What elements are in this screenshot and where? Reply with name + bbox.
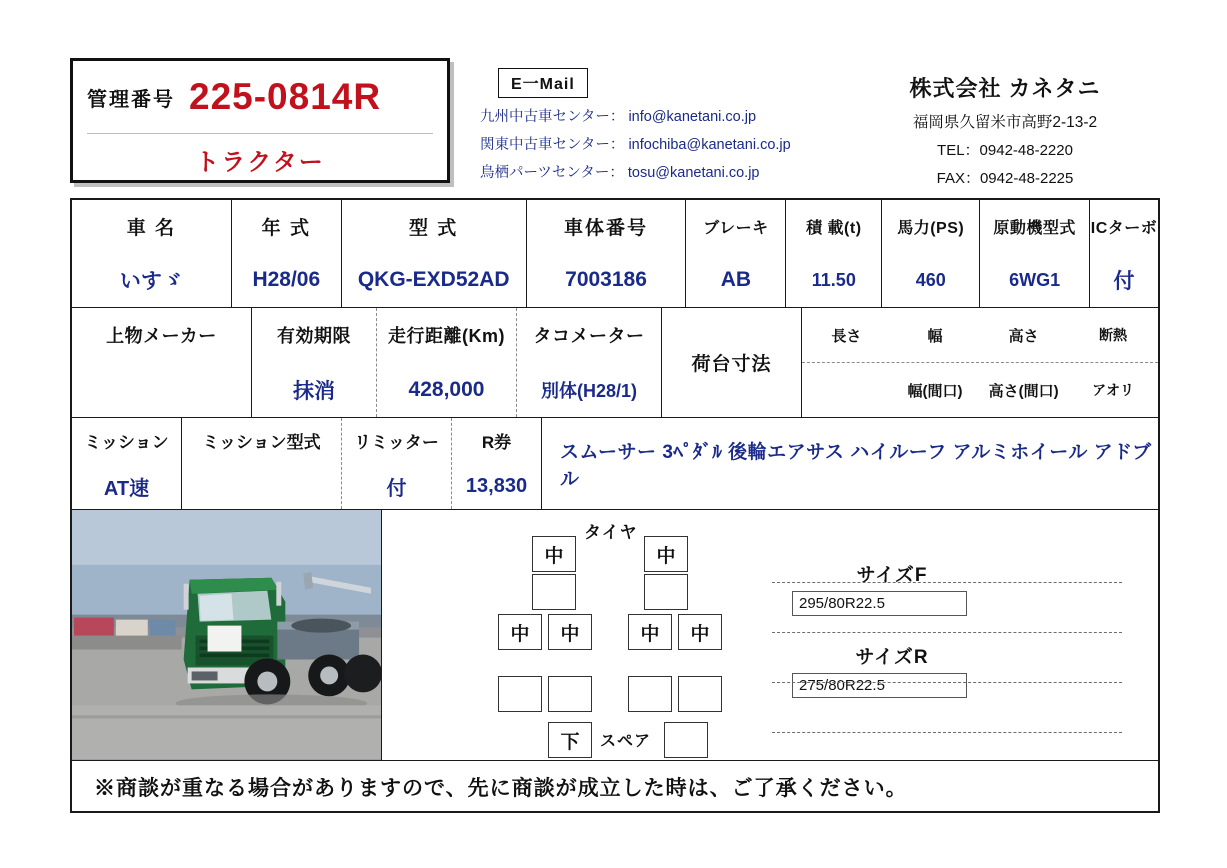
value-mission: AT速: [103, 477, 150, 500]
tire-rear-2[interactable]: 中: [548, 614, 592, 650]
note-line-2: [772, 632, 1122, 633]
photo-tire-row: [72, 510, 1158, 761]
email-label-tosu: 鳥栖パーツセンター：: [480, 165, 624, 181]
mission-row: [72, 418, 1158, 510]
size-f-input[interactable]: 295/80R22.5: [792, 591, 967, 616]
value-mission-model: [182, 464, 341, 510]
value-model: QKG-EXD52AD: [357, 268, 510, 292]
vehicle-type-value: トラクター: [195, 148, 325, 176]
value-engine-model: 6WG1: [1009, 269, 1061, 290]
cell-vehicle-name: [72, 200, 232, 307]
vehicle-photo-image: [72, 510, 381, 759]
tire-size-area: [792, 560, 992, 698]
dim-height-opening-label: 高さ(間口): [988, 382, 1059, 400]
cell-horsepower: [882, 200, 980, 307]
tire-rear-4[interactable]: 中: [678, 614, 722, 650]
dim-length-label: 長さ: [831, 327, 862, 345]
cell-limiter: [342, 418, 452, 509]
cell-body-maker: [72, 308, 252, 417]
vehicle-photo: [72, 510, 382, 760]
management-number-box: [70, 58, 450, 183]
tire-spare-mark[interactable]: 下: [548, 722, 592, 758]
value-year: H28/06: [252, 268, 321, 292]
cell-load: [786, 200, 882, 307]
dim-width-opening-label: 幅(間口): [907, 382, 963, 400]
header-tachometer: タコメーター: [533, 326, 645, 347]
spec-table: [70, 198, 1160, 813]
header-mission-model: ミッション型式: [202, 433, 321, 453]
header-horsepower: 馬力(PS): [897, 220, 965, 238]
cell-r-ticket: [452, 418, 542, 509]
tire-front-right-2[interactable]: [644, 574, 688, 610]
company-block: [840, 72, 1170, 188]
spare-label: スペア: [600, 733, 652, 750]
tire-rear-8[interactable]: [678, 676, 722, 712]
tire-front-left[interactable]: 中: [532, 536, 576, 572]
cell-expiry: [252, 308, 377, 417]
header-mileage: 走行距離(Km): [388, 326, 505, 347]
note-line-3: [772, 682, 1122, 683]
email-row-kanto: [480, 133, 850, 154]
company-address: 福岡県久留米市高野2-13-2: [912, 114, 1098, 131]
cell-mission: [72, 418, 182, 509]
value-expiry: 抹消: [293, 379, 335, 403]
equipment-list: スムーサー 3ﾍﾟﾀﾞﾙ 後輪エアサス ハイルーフ アルミホイール アドブル: [560, 441, 1152, 490]
email-label-kyushu: 九州中古車センター：: [480, 109, 625, 125]
tire-rear-3[interactable]: 中: [628, 614, 672, 650]
loadbed-dims: [802, 308, 1158, 417]
value-r-ticket: 13,830: [465, 474, 528, 497]
dim-insulation-label: 断熱: [1099, 327, 1128, 343]
cell-tachometer: [517, 308, 662, 417]
footer-note-row: [72, 761, 1158, 813]
loadbed-dims-row-top: [802, 308, 1158, 363]
header-brake: ブレーキ: [703, 220, 769, 238]
value-vehicle-name: いすゞ: [119, 270, 183, 294]
header-engine-model: 原動機型式: [993, 220, 1076, 238]
email-address-kyushu: info@kanetani.co.jp: [628, 109, 757, 125]
dim-width-label: 幅: [927, 327, 943, 345]
value-brake: AB: [720, 268, 752, 292]
note-line-4: [772, 732, 1122, 733]
tire-rear-1[interactable]: 中: [498, 614, 542, 650]
loadbed-dims-row-bottom: [802, 363, 1158, 417]
value-ic-turbo: 付: [1113, 270, 1135, 294]
dim-aori-label: アオリ: [1092, 382, 1134, 398]
tire-rear-6[interactable]: [548, 676, 592, 712]
tire-rear-5[interactable]: [498, 676, 542, 712]
tire-front-right[interactable]: 中: [644, 536, 688, 572]
dim-height-label: 高さ: [1008, 327, 1039, 345]
cell-loadbed-label: [662, 308, 802, 417]
header-model: 型 式: [409, 218, 459, 240]
vehicle-type-row: [73, 134, 447, 184]
size-r-label: サイズR: [855, 647, 929, 668]
cell-ic-turbo: [1090, 200, 1158, 307]
company-tel: TEL：0942-48-2220: [937, 142, 1073, 159]
value-load: 11.50: [811, 269, 856, 290]
value-limiter: 付: [386, 477, 407, 500]
body-row: [72, 308, 1158, 418]
document-header: [70, 58, 1160, 188]
tire-title: タイヤ: [584, 523, 638, 542]
cell-model: [342, 200, 527, 307]
cell-engine-model: [980, 200, 1090, 307]
header-vehicle-name: 車 名: [126, 218, 177, 240]
header-year: 年 式: [261, 218, 311, 240]
header-limiter: リミッター: [354, 433, 439, 453]
spec-row: [72, 200, 1158, 308]
cell-equipment: [542, 418, 1158, 509]
cell-mileage: [377, 308, 517, 417]
header-chassis-number: 車体番号: [564, 218, 649, 240]
management-number-value: 225-0814R: [189, 76, 382, 117]
email-row-kyushu: [480, 105, 850, 126]
tire-diagram-cell: [382, 510, 1158, 760]
email-label-kanto: 関東中古車センター：: [480, 137, 625, 153]
value-mileage: 428,000: [408, 377, 485, 401]
email-block: [480, 68, 850, 182]
cell-chassis-number: [527, 200, 687, 307]
tire-front-left-2[interactable]: [532, 574, 576, 610]
tire-diagram: [492, 518, 752, 758]
note-line-1: [772, 582, 1122, 583]
tire-rear-7[interactable]: [628, 676, 672, 712]
email-address-tosu: tosu@kanetani.co.jp: [627, 165, 760, 181]
header-body-maker: 上物メーカー: [106, 326, 217, 347]
management-number-row: [73, 61, 447, 133]
company-name: 株式会社 カネタニ: [909, 76, 1101, 101]
header-ic-turbo: ICターボ: [1090, 220, 1158, 238]
cell-year: [232, 200, 342, 307]
cell-brake: [686, 200, 786, 307]
management-number-label: 管理番号: [87, 88, 175, 111]
cell-loadbed-dims: [802, 308, 1158, 417]
value-body-maker: [72, 363, 251, 418]
email-row-tosu: [480, 161, 850, 182]
value-horsepower: 460: [915, 269, 946, 290]
tire-spare-value[interactable]: [664, 722, 708, 758]
header-load: 積 載(t): [806, 220, 862, 238]
value-tachometer: 別体(H28/1): [540, 380, 638, 401]
header-r-ticket: R券: [481, 433, 512, 453]
value-chassis-number: 7003186: [565, 268, 647, 292]
header-mission: ミッション: [84, 433, 169, 453]
email-title: E一Mail: [498, 68, 588, 98]
header-expiry: 有効期限: [277, 326, 351, 347]
size-f-label: サイズF: [856, 565, 928, 586]
footer-note: ※商談が重なる場合がありますので、先に商談が成立した時は、ご了承ください。: [94, 777, 908, 800]
company-fax: FAX：0942-48-2225: [936, 170, 1074, 187]
cell-mission-model: [182, 418, 342, 509]
email-address-kanto: infochiba@kanetani.co.jp: [628, 137, 791, 153]
loadbed-label: 荷台寸法: [691, 354, 772, 375]
size-r-input[interactable]: 275/80R22.5: [792, 673, 967, 698]
